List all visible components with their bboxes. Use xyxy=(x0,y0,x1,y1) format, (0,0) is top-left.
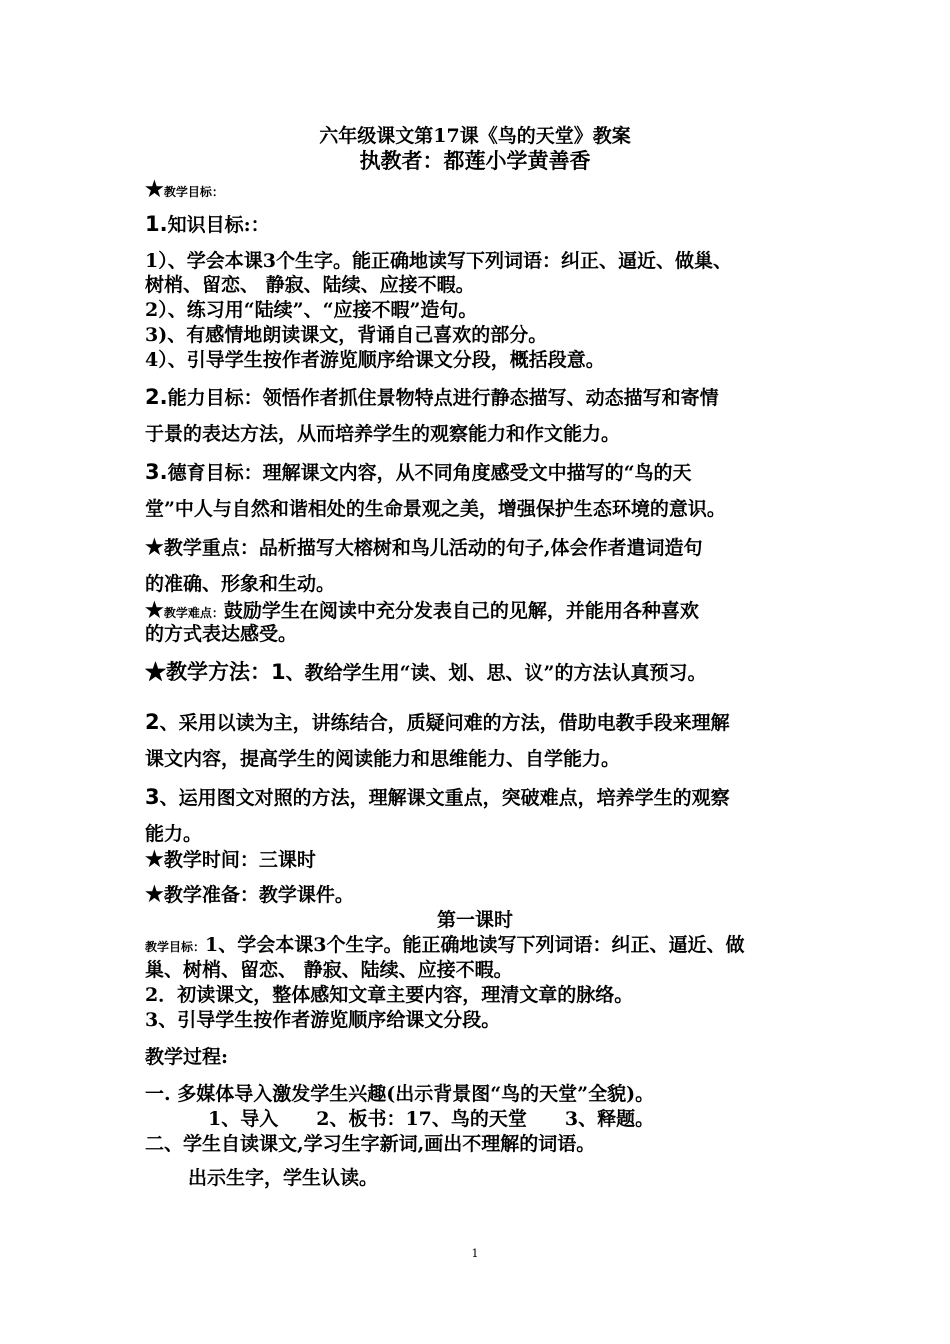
method-number: 3 xyxy=(145,785,160,809)
moral-line: 堂”中人与自然和谐相处的生命景观之美，增强保护生态环境的意识。 xyxy=(145,498,726,520)
knowledge-item: 树梢、留恋、 静寂、陆续、应接不暇。 xyxy=(145,274,475,296)
process-heading: 教学过程: xyxy=(145,1046,229,1068)
prep-line xyxy=(145,881,354,908)
time-text: 教学时间：三课时 xyxy=(163,849,316,871)
knowledge-label: 知识目标:： xyxy=(167,214,270,236)
star-icon: ★ xyxy=(145,176,164,201)
knowledge-item: 3)、有感情地朗读课文，背诵自己喜欢的部分。 xyxy=(145,324,548,346)
knowledge-item: 2）、练习用“陆续”、“应接不暇”造句。 xyxy=(145,299,478,321)
process-step: 一. 多媒体导入激发学生兴趣(出示背景图“鸟的天堂”全貌)。 xyxy=(145,1083,655,1105)
difficulty-text: 鼓励学生在阅读中充分发表自己的见解，并能用各种喜欢 xyxy=(223,600,699,622)
star-icon: ★ xyxy=(145,881,164,906)
document-title: 六年级课文第17课《鸟的天堂》教案 xyxy=(319,125,631,147)
method-number: 2 xyxy=(145,710,160,734)
goals-heading xyxy=(145,176,224,205)
key-point-text: 教学重点：品析描写大榕树和鸟儿活动的句子,体会作者遣词造句 xyxy=(163,537,703,559)
lesson-goal-line: 3、引导学生按作者游览顺序给课文分段。 xyxy=(145,1009,501,1031)
process-substep: 出示生字，学生认读。 xyxy=(188,1167,379,1189)
lesson-goal-text: 1、学会本课3个生字。能正确地读写下列词语：纠正、逼近、做 xyxy=(205,934,745,956)
method-label: 教学方法： xyxy=(166,659,271,684)
method-number: 1 xyxy=(271,660,286,684)
knowledge-item: 4）、引导学生按作者游览顺序给课文分段，概括段意。 xyxy=(145,349,605,371)
moral-line xyxy=(145,459,692,486)
process-substep: 1、导入 2、板书：17、鸟的天堂 3、释题。 xyxy=(208,1108,655,1130)
section-number: 1. xyxy=(145,212,168,236)
method-line: 课文内容，提高学生的阅读能力和思维能力、自学能力。 xyxy=(145,748,621,770)
time-line xyxy=(145,846,316,873)
star-icon: ★ xyxy=(145,534,164,559)
process-step: 二、学生自读课文,学习生字新词,画出不理解的词语。 xyxy=(145,1133,596,1155)
key-point-line: 的准确、形象和生动。 xyxy=(145,573,336,595)
method-line xyxy=(145,709,730,736)
ability-line: 于景的表达方法，从而培养学生的观察能力和作文能力。 xyxy=(145,423,621,445)
star-icon: ★ xyxy=(145,659,166,684)
ability-line xyxy=(145,384,719,411)
lesson-goal-line xyxy=(145,932,744,960)
method-line xyxy=(145,784,730,811)
lesson-heading: 第一课时 xyxy=(436,909,513,931)
difficulty-label: 教学难点： xyxy=(163,606,224,620)
method-text: 、运用图文对照的方法，理解课文重点，突破难点，培养学生的观察 xyxy=(159,787,730,809)
method-line: 能力。 xyxy=(145,823,203,845)
key-point-line xyxy=(145,534,702,561)
document-author: 执教者：都莲小学黄善香 xyxy=(359,148,591,173)
knowledge-item: 1）、学会本课3个生字。能正确地读写下列词语：纠正、逼近、做巢、 xyxy=(145,250,732,272)
moral-text: 德育目标：理解课文内容，从不同角度感受文中描写的“鸟的天 xyxy=(167,462,692,484)
prep-text: 教学准备：教学课件。 xyxy=(163,884,354,906)
method-text: 、采用以读为主，讲练结合，质疑问难的方法，借助电教手段来理解 xyxy=(159,712,730,734)
method-line xyxy=(145,659,706,686)
lesson-goal-label: 教学目标： xyxy=(145,940,206,954)
lesson-goal-line: 巢、树梢、留恋、 静寂、陆续、应接不暇。 xyxy=(145,959,513,981)
section-number: 3. xyxy=(145,460,168,484)
knowledge-heading xyxy=(145,211,270,238)
star-icon: ★ xyxy=(145,846,164,871)
star-icon: ★ xyxy=(145,597,164,622)
section-number: 2. xyxy=(145,385,168,409)
ability-text: 能力目标：领悟作者抓住景物特点进行静态描写、动态描写和寄情 xyxy=(167,387,719,409)
lesson-goal-line: 2．初读课文，整体感知文章主要内容，理清文章的脉络。 xyxy=(145,984,634,1006)
method-text: 、教给学生用“读、划、思、议”的方法认真预习。 xyxy=(285,662,707,684)
goals-heading-label: 教学目标： xyxy=(163,185,224,199)
difficulty-line: 的方式表达感受。 xyxy=(145,623,298,645)
page-number: 1 xyxy=(471,1247,479,1260)
